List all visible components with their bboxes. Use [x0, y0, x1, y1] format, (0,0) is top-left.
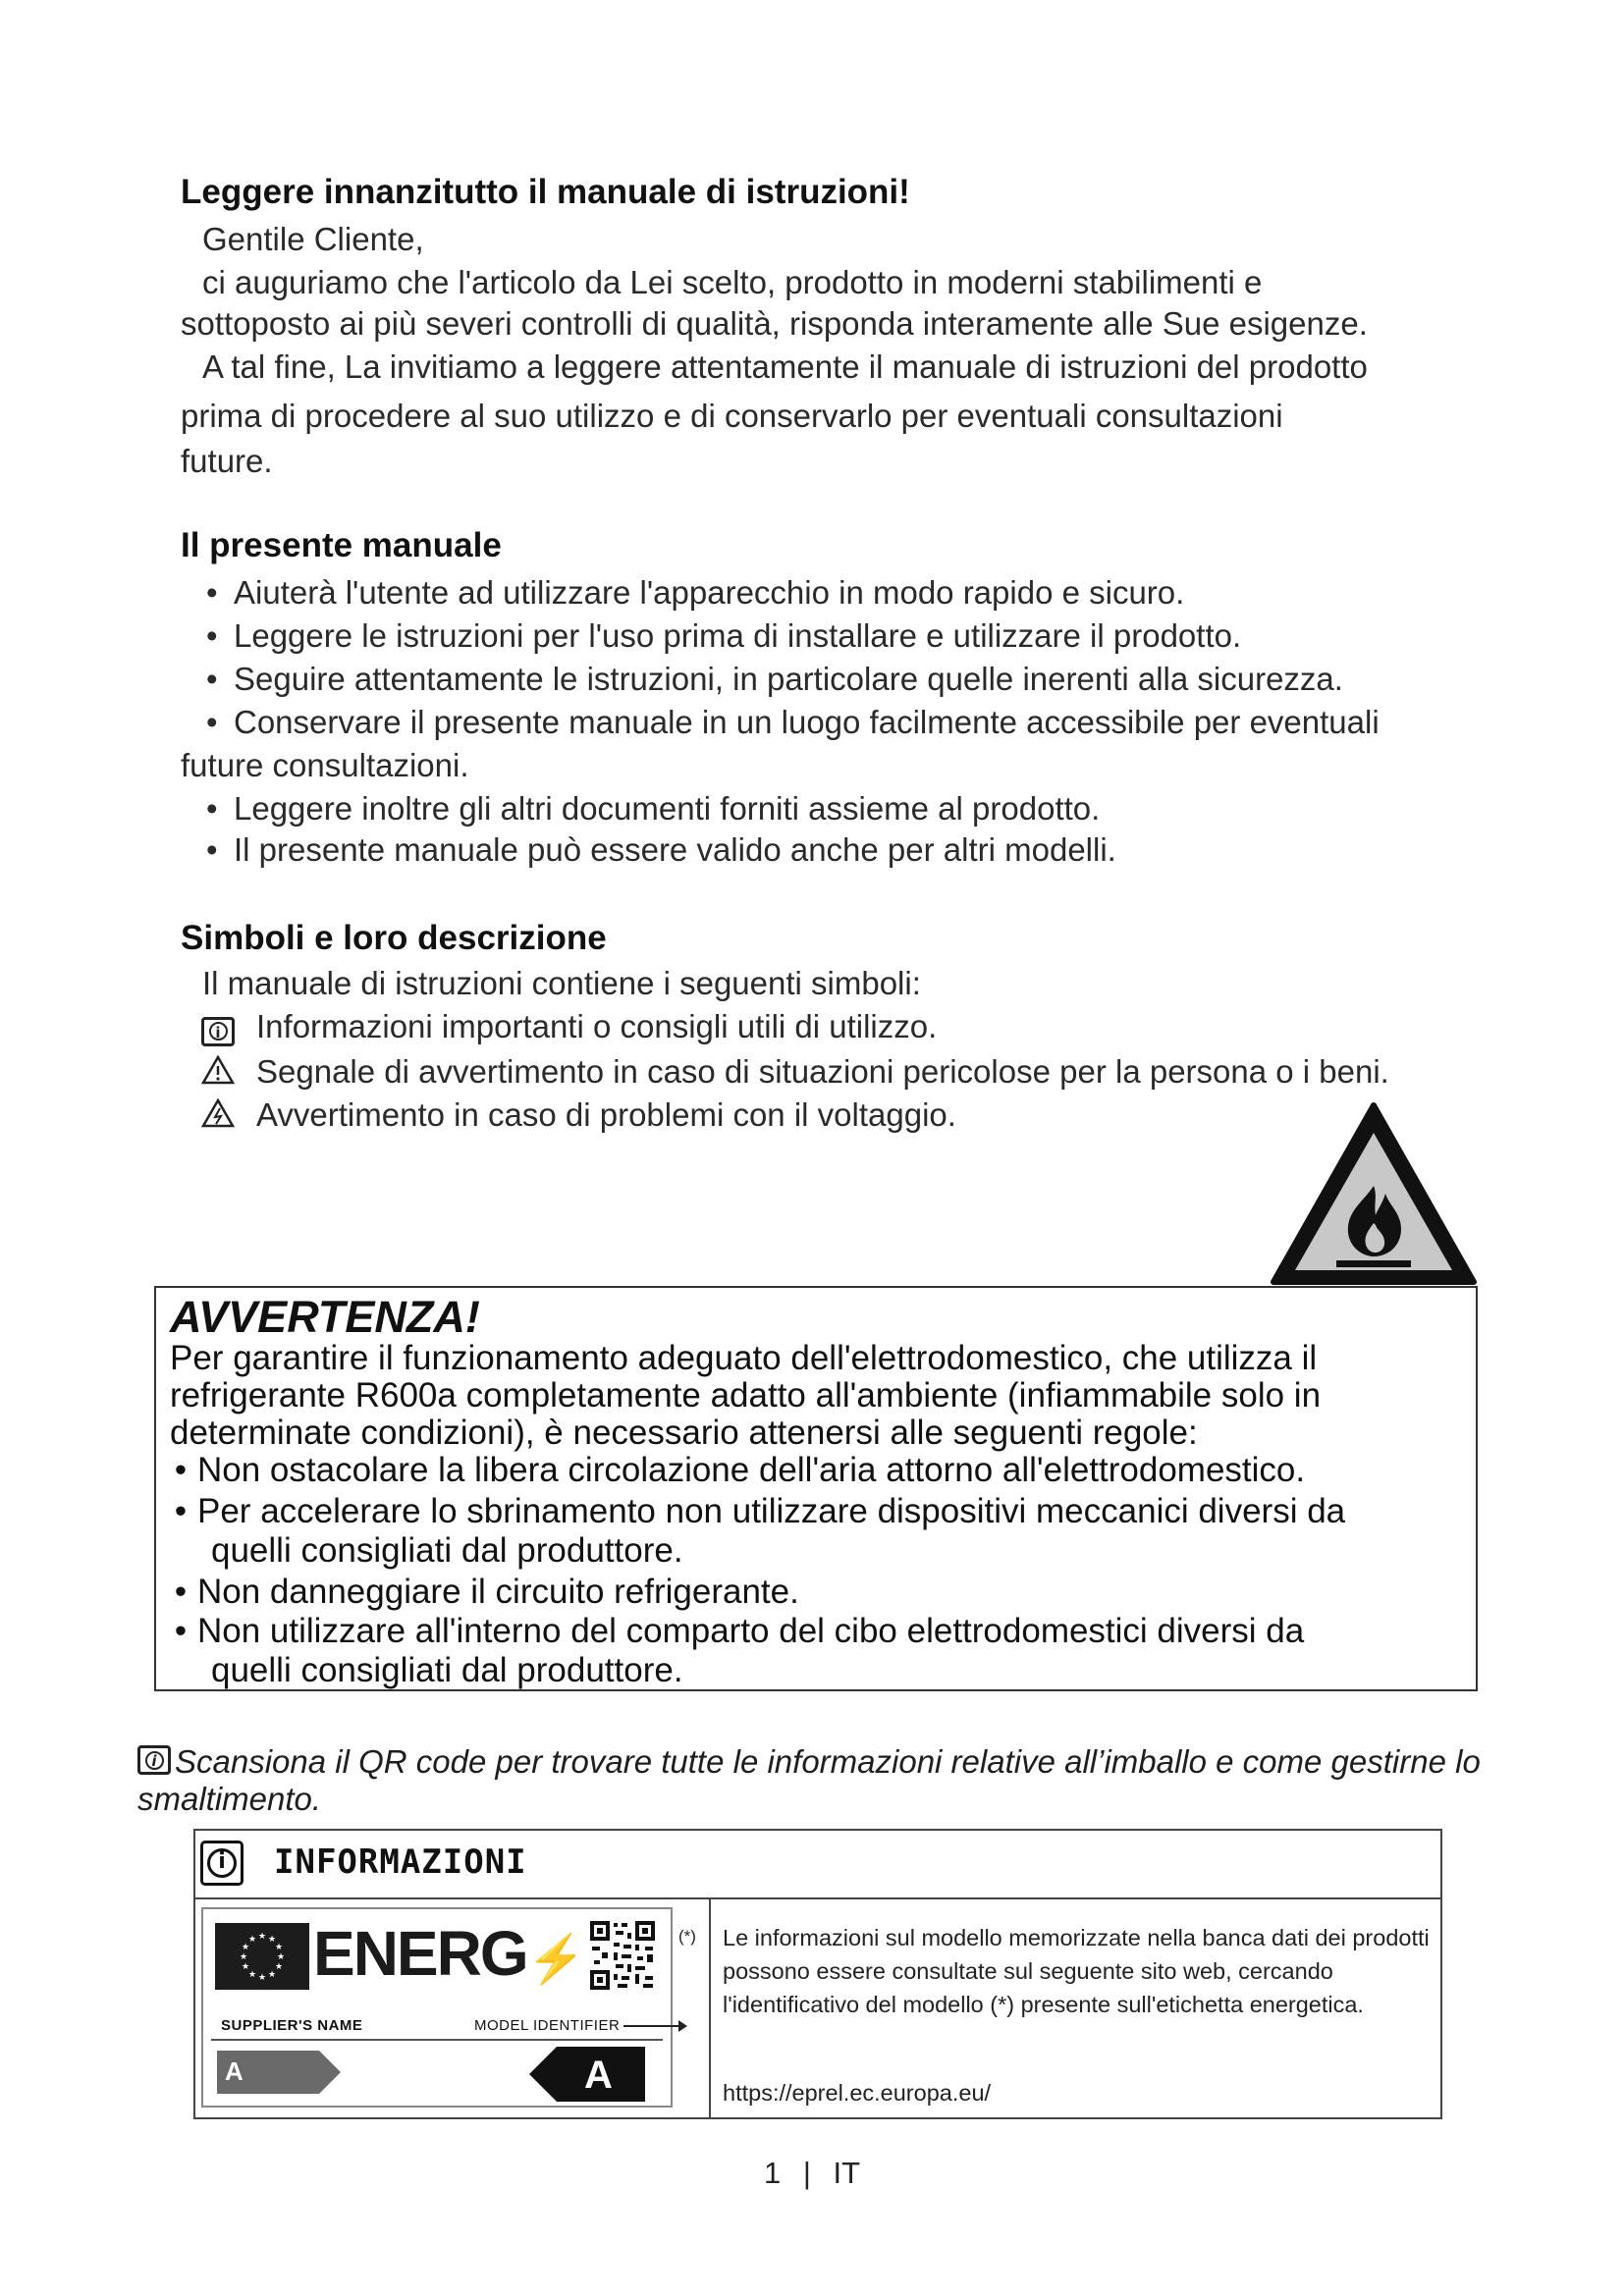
list-item: • Conservare il presente manuale in un luogo facilmente accessibile per eventuali: [206, 704, 1380, 740]
information-header: [195, 1831, 1440, 1899]
svg-text:★: ★: [241, 1943, 250, 1952]
info-icon: [137, 1745, 171, 1775]
intro-line: A tal fine, La invitiamo a leggere attentamente il manuale di istruzioni del prodotto: [202, 348, 1368, 385]
symbol-row: Avvertimento in caso di problemi con il voltaggio.: [201, 1094, 956, 1139]
intro-heading: Leggere innanzitutto il manuale di istruzioni!: [181, 173, 910, 211]
svg-text:★: ★: [276, 1952, 286, 1962]
qr-note: iScansiona il QR code per trovare tutte le informazioni relative all’imballo e come gestirne lo smaltimento.: [137, 1743, 1492, 1818]
footer-separator: |: [802, 2156, 811, 2190]
svg-text:★: ★: [241, 1962, 250, 1972]
svg-text:★: ★: [257, 1932, 267, 1942]
flammable-warning-sign-icon: [1268, 1099, 1480, 1288]
list-item: • Il presente manuale può essere valido anche per altri modelli.: [206, 831, 1116, 868]
language-code: IT: [833, 2156, 861, 2190]
svg-text:A: A: [584, 2054, 613, 2097]
page-number: 1: [763, 2156, 782, 2190]
list-item: • Aiuterà l'utente ad utilizzare l'apparecchio in modo rapido e sicuro.: [206, 574, 1185, 611]
warning-text: determinate condizioni), è necessario attenersi alle seguenti regole:: [170, 1414, 1198, 1452]
intro-line: sottoposto ai più severi controlli di qualità, risponda interamente alle Sue esigenze.: [181, 305, 1368, 342]
svg-text:★: ★: [274, 1962, 284, 1972]
arrow-line: [623, 2025, 684, 2027]
list-item-continuation: quelli consigliati dal produttore.: [211, 1651, 683, 1689]
svg-text:A: A: [225, 2056, 244, 2086]
column-divider: [709, 1897, 711, 2117]
eprel-url[interactable]: https://eprel.ec.europa.eu/: [723, 2080, 992, 2106]
information-box: [193, 1829, 1442, 2119]
voltage-warning-icon: [201, 1095, 256, 1139]
symbol-row: Segnale di avvertimento in caso di situazioni pericolose per la persona o i beni.: [201, 1050, 1389, 1095]
information-description: Le informazioni sul modello memorizzate nella banca dati dei prodotti possono essere consultate sul seguente sito web, cercando l'identificativo del modello (*) presente sull'etichetta energetica.: [723, 1925, 1430, 2017]
svg-text:★: ★: [257, 1973, 267, 1983]
energy-label-image: [201, 1907, 673, 2108]
warning-title: AVVERTENZA!: [170, 1292, 480, 1342]
model-footnote-mark: (*): [678, 1927, 696, 1946]
divider: [211, 2039, 663, 2041]
eu-flag-icon: [215, 1923, 309, 1990]
intro-line: ci auguriamo che l'articolo da Lei scelto, prodotto in moderni stabilimenti e: [202, 264, 1263, 300]
supplier-name-label: SUPPLIER'S NAME: [221, 2017, 363, 2034]
svg-text:★: ★: [267, 1935, 277, 1945]
page-footer: [0, 2156, 1624, 2191]
energy-wordmark: ENERG⚡: [313, 1918, 584, 1989]
list-item-continuation: future consultazioni.: [181, 747, 469, 783]
list-item: • Non utilizzare all'interno del comparto del cibo elettrodomestici diversi da: [174, 1612, 1305, 1650]
svg-text:★: ★: [239, 1952, 248, 1962]
intro-line: prima di procedere al suo utilizzo e di conservarlo per eventuali consultazioni: [181, 398, 1283, 434]
warning-text: Per garantire il funzionamento adeguato dell'elettrodomestico, che utilizza il: [170, 1339, 1318, 1377]
information-title: INFORMAZIONI: [274, 1842, 527, 1882]
list-item: • Per accelerare lo sbrinamento non utilizzare dispositivi meccanici diversi da: [174, 1492, 1346, 1530]
list-item: • Non danneggiare il circuito refrigerante.: [174, 1573, 799, 1611]
intro-salutation: Gentile Cliente,: [202, 221, 424, 257]
svg-text:★: ★: [247, 1935, 257, 1945]
list-item: • Leggere le istruzioni per l'uso prima di installare e utilizzare il prodotto.: [206, 617, 1242, 654]
qr-code-icon: [590, 1921, 655, 1990]
list-item-continuation: quelli consigliati dal produttore.: [211, 1531, 683, 1570]
model-identifier-label: MODEL IDENTIFIER: [474, 2017, 621, 2034]
warning-icon: [201, 1052, 256, 1095]
arrow-head-icon: [678, 2020, 687, 2032]
list-item: • Non ostacolare la libera circolazione dell'aria attorno all'elettrodomestico.: [174, 1451, 1306, 1489]
svg-text:★: ★: [267, 1970, 277, 1980]
symbols-heading: Simboli e loro descrizione: [181, 919, 607, 957]
list-item: • Seguire attentamente le istruzioni, in particolare quelle inerenti alla sicurezza.: [206, 661, 1343, 697]
energy-class-arrow-left: [217, 2051, 341, 2094]
energy-class-arrow-right: [529, 2047, 645, 2102]
list-item: • Leggere inoltre gli altri documenti forniti assieme al prodotto.: [206, 790, 1101, 827]
manual-heading: Il presente manuale: [181, 526, 502, 564]
svg-text:★: ★: [247, 1970, 257, 1980]
warning-box: [154, 1286, 1478, 1691]
symbol-row: iInformazioni importanti o consigli utili di utilizzo.: [201, 1005, 937, 1050]
svg-text:★: ★: [274, 1943, 284, 1952]
symbols-intro: Il manuale di istruzioni contiene i seguenti simboli:: [202, 965, 921, 1001]
info-icon: [201, 1017, 235, 1046]
info-icon: [200, 1841, 244, 1886]
warning-text: refrigerante R600a completamente adatto all'ambiente (infiammabile solo in: [170, 1376, 1322, 1415]
intro-line: future.: [181, 443, 273, 479]
